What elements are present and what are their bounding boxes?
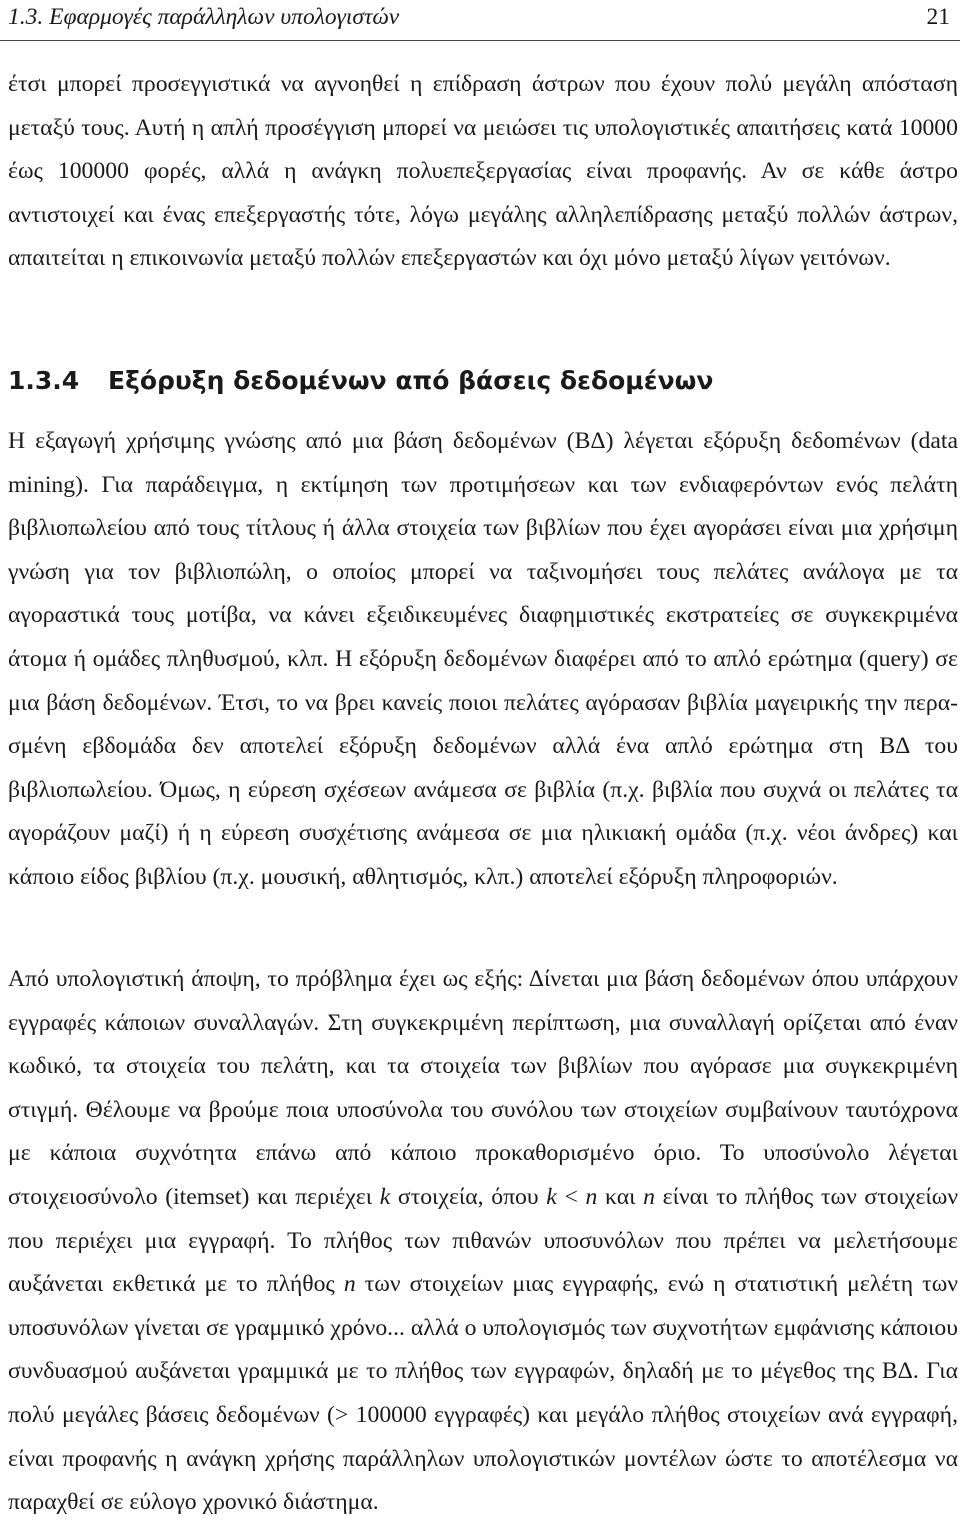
paragraph-3-text [8,958,958,1525]
paragraph-2-text: Η εξαγωγή χρήσιμης γνώσης από μια βάση δεδομένων (ΒΔ) λέγεται εξόρυξη δεδοmένων (data mining). Για παράδειγμα, η εκτίμηση των προτιμήσεων και των ενδιαφερόντων ενός πελάτη βιβλιοπωλείου από τους τίτλους ή άλλα στοιχεία των βιβλίων που έχει αγοράσει είναι μια χρήσιμη γνώση για τον βιβλιοπώλη, ο οποίος μπορεί να ταξινομήσει τους πελάτες ανάλογα με τα αγοραστικά τους μοτίβα, να κάνει εξειδικευμένες διαφημιστικές εκστρατείες σε συγκεκριμένα άτομα ή ομάδες πληθυσμού, κλπ. Η εξόρυξη δεδομένων διαφέρει από το απλό ερώτημα (query) σε μια βάση δεδομένων. Έτσι, το να βρει κανείς ποιοι πελάτες αγόρασαν βιβλία μαγειρικής την περασμένη εβδομάδα δεν αποτελεί εξόρυξη δεδομένων αλλά ένα απλό ερώτημα στη ΒΔ του βιβλιοπωλείου. Όμως, η εύρεση σχέσεων ανάμεσα σε βιβλία (π.χ. βιβλία που συχνά οι πελάτες τα αγοράζουν μαζί) ή η εύρεση συσχέτισης ανάμεσα σε μια ηλικιακή ομάδα (π.χ. νέοι άνδρες) και κάποιο είδος βιβλίου (π.χ. μουσική, αθλητισμός, κλπ.) αποτελεί εξόρυξη πληροφοριών. [8,428,958,890]
section-heading [8,356,713,406]
paragraph-3-part-d: είναι το πλήθος των στοιχείων που περιέχει μια εγγραφή. Το πλήθος των πιθανών υποσυνόλων που πρέπει να μελετήσουμε αυξάνεται εκθετικά με το πλήθος [8,1183,959,1298]
paragraph-3-part-a: Από υπολογιστική άποψη, το πρόβλημα έχει ως εξής: Δίνεται μια βάση δεδομένων όπου υπάρχουν εγγραφές κάποιων συναλλαγών. Στη συγκεκριμένη περίπτωση, μια συναλλαγή ορίζεται από έναν κωδικό, τα στοιχεία του πελάτη, και τα στοιχεία των βιβλίων που αγόρασε μια συγκεκριμένη στιγμή. Θέλουμε να βρούμε ποια υποσύνολα του συνόλου των στοιχείων συμβαίνουν ταυτόχρονα με κάποια συχνότητα επάνω από κάποιο προκαθορισμένο όριο. Το υποσύνολο λέγεται στοιχειοσύνολο (itemset) και περιέχει [8,966,958,1210]
paragraph-3 [8,958,958,1525]
math-var-n: n [585,1183,598,1210]
math-var-n: n [343,1271,356,1298]
section-number: 1.3.4 [8,366,80,395]
paragraph-1-text: έτσι μπορεί προσεγγιστικά να αγνοηθεί η επίδραση άστρων που έχουν πολύ μεγάλη απόσταση μεταξύ τους. Αυτή η απλή προσέγγιση μπορεί να μειώσει τις υπολογιστικές απαιτήσεις κατά 10000 έως 100000 φορές, αλλά η ανάγκη πολυεπεξεργασίας είναι προφανής. Αν σε κάθε άστρο αντιστοιχεί και ένας επεξεργαστής τότε, λόγω μεγάλης αλληλεπίδρασης μεταξύ πολλών άστρων, απαιτείται η επικοινωνία μεταξύ πολλών επεξεργαστών και όχι μόνο μεταξύ λίγων γειτόνων. [8,71,958,272]
section-title: Εξόρυξη δεδομένων από βάσεις δεδομένων [108,366,714,395]
paragraph-3-part-b: στοιχεία, όπου [397,1183,539,1210]
header-rule [0,40,960,41]
paragraph-3-part-c: και [604,1183,636,1210]
paragraph-2 [8,420,958,900]
math-var-k: k [546,1183,557,1210]
running-header-title: 1.3. Εφαρμογές παράλληλων υπολογιστών [8,4,400,30]
paragraph-3-part-e: των στοιχείων μιας εγγραφής, ενώ η στατιστική μελέτη των υποσυνόλων γίνεται σε γραμμικό χρόνο... αλλά ο υπολογισμός των συχνοτήτων εμφάνισης κάποιου συνδυασμού αυξάνεται γραμμικά με το πλήθος των εγγραφών, δηλαδή με το μέγεθος της ΒΔ. Για πολύ μεγάλες βάσεις δεδομένων (> 100000 εγγραφές) και μεγάλο πλήθος στοιχείων ανά εγγραφή, είναι προφανής η ανάγκη χρήσης παράλληλων υπολογιστικών μοντέλων ώστε το αποτέλεσμα να παραχθεί σε εύλογο χρονικό διάστημα. [8,1271,959,1516]
math-var-n: n [643,1183,655,1210]
math-less-than: < [564,1183,578,1210]
math-var-k: k [379,1183,391,1210]
page-number: 21 [926,4,950,30]
paragraph-1 [8,63,958,281]
running-header [8,0,950,40]
